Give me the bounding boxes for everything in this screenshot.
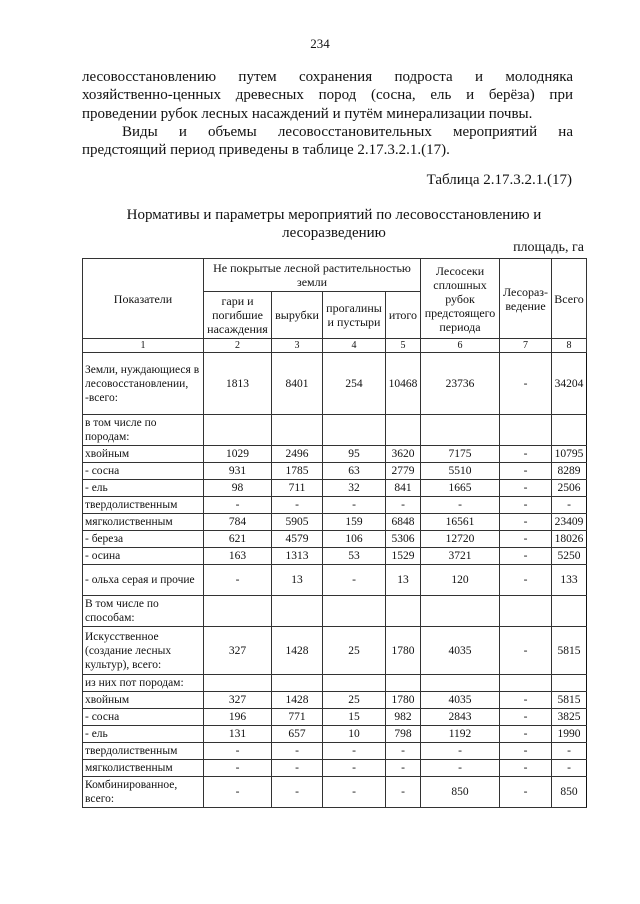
cell-total: 5815: [552, 692, 587, 709]
row-label: мягколиственным: [83, 514, 204, 531]
cell-total: 3825: [552, 709, 587, 726]
table-row: [83, 446, 587, 463]
table-row: [83, 531, 587, 548]
intro-paragraph: [82, 68, 573, 159]
cell-burnt: 98: [204, 480, 272, 497]
header-glades: прогалины и пустыри: [323, 292, 386, 339]
table-title-line: Нормативы и параметры мероприятий по лесовосстановлению и: [126, 207, 542, 223]
cell-burnt: -: [204, 777, 272, 808]
cell-burnt: 784: [204, 514, 272, 531]
column-number: 4: [323, 339, 386, 353]
cell-clear-cut-areas: 2843: [421, 709, 500, 726]
cell-clearings: 711: [272, 480, 323, 497]
cell-subtotal: 1780: [386, 692, 421, 709]
cell-afforestation: -: [500, 565, 552, 596]
page-number: 234: [310, 36, 330, 51]
cell-afforestation: -: [500, 463, 552, 480]
cell-afforestation: -: [500, 777, 552, 808]
cell-clear-cut-areas: 4035: [421, 627, 500, 675]
cell-burnt: -: [204, 497, 272, 514]
table-row: [83, 548, 587, 565]
table-row: [83, 480, 587, 497]
table-row: [83, 760, 587, 777]
cell-subtotal: 2779: [386, 463, 421, 480]
cell-burnt: 621: [204, 531, 272, 548]
row-label: хвойным: [83, 692, 204, 709]
cell-afforestation: -: [500, 726, 552, 743]
cell-burnt: -: [204, 743, 272, 760]
cell-afforestation: -: [500, 353, 552, 415]
cell-subtotal: 982: [386, 709, 421, 726]
row-label: Комбинированное, всего:: [83, 777, 204, 808]
row-label: - береза: [83, 531, 204, 548]
column-number-row: [83, 339, 587, 353]
row-label: Искусственное (создание лесных культур), всего:: [83, 627, 204, 675]
column-number: 2: [204, 339, 272, 353]
cell-glades: 25: [323, 627, 386, 675]
cell-total: 23409: [552, 514, 587, 531]
cell-clearings: 4579: [272, 531, 323, 548]
cell-clearings: 8401: [272, 353, 323, 415]
table-row: [83, 463, 587, 480]
cell-subtotal: [386, 675, 421, 692]
cell-glades: -: [323, 497, 386, 514]
cell-glades: [323, 415, 386, 446]
cell-clear-cut-areas: 120: [421, 565, 500, 596]
header-total: Всего: [552, 259, 587, 339]
cell-subtotal: 6848: [386, 514, 421, 531]
row-label: - ольха серая и прочие: [83, 565, 204, 596]
cell-glades: 63: [323, 463, 386, 480]
table-row: [83, 596, 587, 627]
row-label: в том числе по породам:: [83, 415, 204, 446]
cell-burnt: 327: [204, 627, 272, 675]
cell-clear-cut-areas: 4035: [421, 692, 500, 709]
row-label: - ель: [83, 480, 204, 497]
intro-line: проведении рубок лесных насаждений и путём минерализации почвы.: [82, 105, 533, 122]
cell-burnt: -: [204, 760, 272, 777]
table-row: [83, 692, 587, 709]
table-row: [83, 353, 587, 415]
cell-clearings: -: [272, 497, 323, 514]
cell-afforestation: -: [500, 514, 552, 531]
cell-afforestation: -: [500, 627, 552, 675]
row-label: мягколиственным: [83, 760, 204, 777]
cell-glades: -: [323, 777, 386, 808]
cell-clearings: 5905: [272, 514, 323, 531]
cell-glades: 53: [323, 548, 386, 565]
cell-clearings: [272, 415, 323, 446]
cell-afforestation: -: [500, 446, 552, 463]
cell-glades: -: [323, 760, 386, 777]
row-label: В том числе по способам:: [83, 596, 204, 627]
intro-line: Виды и объемы лесовосстановительных мероприятий на: [122, 123, 573, 140]
cell-clear-cut-areas: 12720: [421, 531, 500, 548]
cell-glades: 15: [323, 709, 386, 726]
row-label: - сосна: [83, 463, 204, 480]
cell-afforestation: [500, 596, 552, 627]
cell-subtotal: -: [386, 760, 421, 777]
cell-clearings: -: [272, 760, 323, 777]
units-label: площадь, га: [513, 240, 584, 255]
cell-clearings: 771: [272, 709, 323, 726]
cell-subtotal: 5306: [386, 531, 421, 548]
row-label: твердолиственным: [83, 497, 204, 514]
cell-subtotal: 798: [386, 726, 421, 743]
table-row: [83, 709, 587, 726]
cell-subtotal: -: [386, 777, 421, 808]
cell-subtotal: -: [386, 497, 421, 514]
cell-glades: -: [323, 743, 386, 760]
cell-total: 18026: [552, 531, 587, 548]
cell-clearings: 1785: [272, 463, 323, 480]
cell-clearings: 1428: [272, 627, 323, 675]
cell-afforestation: -: [500, 709, 552, 726]
cell-clear-cut-areas: -: [421, 760, 500, 777]
cell-burnt: [204, 675, 272, 692]
cell-burnt: 1813: [204, 353, 272, 415]
cell-clear-cut-areas: 7175: [421, 446, 500, 463]
cell-glades: 159: [323, 514, 386, 531]
cell-clearings: -: [272, 777, 323, 808]
row-label: - осина: [83, 548, 204, 565]
column-number: 1: [83, 339, 204, 353]
cell-subtotal: 3620: [386, 446, 421, 463]
header-afforestation: Лесораз-ведение: [500, 259, 552, 339]
cell-total: 5815: [552, 627, 587, 675]
cell-clear-cut-areas: -: [421, 497, 500, 514]
row-label: - ель: [83, 726, 204, 743]
cell-total: -: [552, 497, 587, 514]
cell-afforestation: -: [500, 531, 552, 548]
cell-clear-cut-areas: 16561: [421, 514, 500, 531]
cell-afforestation: -: [500, 548, 552, 565]
cell-clearings: 2496: [272, 446, 323, 463]
row-label: Земли, нуждающиеся в лесовосстановлении, -всего:: [83, 353, 204, 415]
cell-afforestation: -: [500, 692, 552, 709]
cell-total: 8289: [552, 463, 587, 480]
table-row: [83, 415, 587, 446]
cell-afforestation: [500, 675, 552, 692]
cell-glades: -: [323, 565, 386, 596]
cell-clear-cut-areas: 1192: [421, 726, 500, 743]
header-burnt: гари и погибшие насаждения: [204, 292, 272, 339]
column-number: 8: [552, 339, 587, 353]
intro-line: хозяйственно-ценных древесных пород (сосна, ель и берёза) при: [82, 87, 573, 104]
cell-burnt: 931: [204, 463, 272, 480]
cell-subtotal: -: [386, 743, 421, 760]
column-number: 6: [421, 339, 500, 353]
cell-afforestation: [500, 415, 552, 446]
cell-total: 5250: [552, 548, 587, 565]
cell-total: 10795: [552, 446, 587, 463]
row-label: хвойным: [83, 446, 204, 463]
table-row: [83, 497, 587, 514]
cell-glades: 95: [323, 446, 386, 463]
header-subtotal: итого: [386, 292, 421, 339]
cell-clearings: -: [272, 743, 323, 760]
intro-line: предстоящий период приведены в таблице 2.17.3.2.1.(17).: [82, 142, 450, 159]
cell-clear-cut-areas: 3721: [421, 548, 500, 565]
row-label: твердолиственным: [83, 743, 204, 760]
table-row: [83, 565, 587, 596]
header-clearings: вырубки: [272, 292, 323, 339]
cell-clear-cut-areas: 850: [421, 777, 500, 808]
cell-clearings: 657: [272, 726, 323, 743]
cell-glades: [323, 596, 386, 627]
cell-subtotal: 13: [386, 565, 421, 596]
cell-total: 2506: [552, 480, 587, 497]
cell-subtotal: 1529: [386, 548, 421, 565]
table-row: [83, 777, 587, 808]
table-row: [83, 627, 587, 675]
cell-clearings: 1313: [272, 548, 323, 565]
cell-burnt: 1029: [204, 446, 272, 463]
cell-clearings: 1428: [272, 692, 323, 709]
table-title: [82, 206, 586, 242]
cell-clear-cut-areas: 23736: [421, 353, 500, 415]
cell-total: 1990: [552, 726, 587, 743]
cell-afforestation: -: [500, 760, 552, 777]
cell-total: 34204: [552, 353, 587, 415]
cell-total: -: [552, 743, 587, 760]
table-row: [83, 514, 587, 531]
row-label: - сосна: [83, 709, 204, 726]
cell-burnt: [204, 596, 272, 627]
cell-clear-cut-areas: 1665: [421, 480, 500, 497]
cell-clearings: 13: [272, 565, 323, 596]
header-clear-cut-areas: Лесосеки сплошных рубок предстоящего периода: [421, 259, 500, 339]
cell-total: [552, 596, 587, 627]
cell-subtotal: [386, 415, 421, 446]
table-row: [83, 675, 587, 692]
cell-subtotal: 10468: [386, 353, 421, 415]
cell-clear-cut-areas: [421, 675, 500, 692]
cell-subtotal: 841: [386, 480, 421, 497]
cell-subtotal: 1780: [386, 627, 421, 675]
cell-glades: 25: [323, 692, 386, 709]
cell-total: -: [552, 760, 587, 777]
cell-burnt: [204, 415, 272, 446]
cell-clearings: [272, 596, 323, 627]
cell-burnt: 131: [204, 726, 272, 743]
table-row: [83, 743, 587, 760]
cell-subtotal: [386, 596, 421, 627]
reforestation-table: [82, 258, 587, 808]
intro-line: лесовосстановлению путем сохранения подроста и молодняка: [82, 69, 573, 85]
cell-glades: [323, 675, 386, 692]
cell-total: 850: [552, 777, 587, 808]
cell-burnt: 163: [204, 548, 272, 565]
cell-burnt: -: [204, 565, 272, 596]
cell-total: 133: [552, 565, 587, 596]
cell-clear-cut-areas: [421, 415, 500, 446]
row-label: из них пот породам:: [83, 675, 204, 692]
cell-clearings: [272, 675, 323, 692]
cell-clear-cut-areas: [421, 596, 500, 627]
cell-clear-cut-areas: -: [421, 743, 500, 760]
cell-afforestation: -: [500, 480, 552, 497]
table-caption: Таблица 2.17.3.2.1.(17): [426, 172, 572, 188]
column-number: 7: [500, 339, 552, 353]
cell-afforestation: -: [500, 743, 552, 760]
table-title-line: лесоразведению: [282, 225, 386, 241]
table-row: [83, 726, 587, 743]
cell-glades: 32: [323, 480, 386, 497]
cell-burnt: 327: [204, 692, 272, 709]
cell-glades: 10: [323, 726, 386, 743]
cell-glades: 106: [323, 531, 386, 548]
column-number: 5: [386, 339, 421, 353]
header-non-forested-group: Не покрытые лесной растительностью земли: [204, 259, 421, 292]
cell-afforestation: -: [500, 497, 552, 514]
header-indicators: Показатели: [83, 259, 204, 339]
column-number: 3: [272, 339, 323, 353]
cell-burnt: 196: [204, 709, 272, 726]
cell-total: [552, 675, 587, 692]
cell-clear-cut-areas: 5510: [421, 463, 500, 480]
cell-glades: 254: [323, 353, 386, 415]
cell-total: [552, 415, 587, 446]
